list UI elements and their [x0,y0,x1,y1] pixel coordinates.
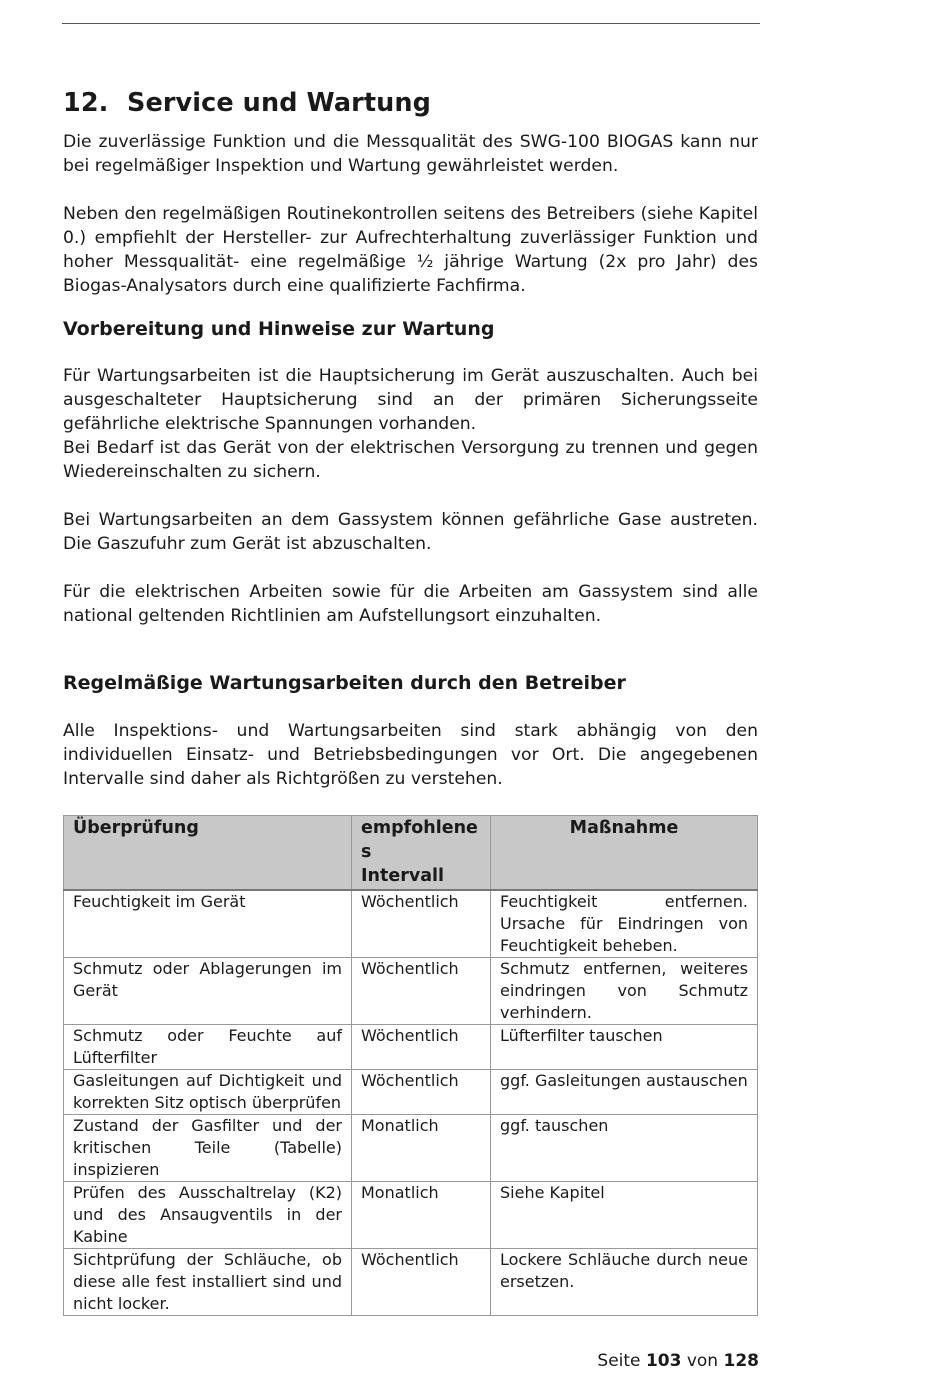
chapter-title: Service und Wartung [127,88,431,118]
table-row [64,1115,758,1182]
table-row [64,890,758,958]
maintenance-table [63,815,758,1316]
cell-action: Feuchtigkeit entfernen. Ursache für Eindringen von Feuchtigkeit beheben. [491,890,758,958]
table-row [64,1182,758,1249]
cell-check: Prüfen des Ausschaltrelay (K2) und des Ansaugventils in der Kabine [64,1182,352,1249]
cell-check: Zustand der Gasfilter und der kritischen Teile (Tabelle) inspizieren [64,1115,352,1182]
cell-interval: Wöchentlich [352,1249,491,1316]
cell-action: Siehe Kapitel [491,1182,758,1249]
cell-check: Gasleitungen auf Dichtigkeit und korrekten Sitz optisch überprüfen [64,1070,352,1115]
footer-page-number: 103 [645,1351,682,1371]
table-row [64,1249,758,1316]
cell-interval: Monatlich [352,1182,491,1249]
cell-interval: Wöchentlich [352,1070,491,1115]
cell-action: ggf. tauschen [491,1115,758,1182]
section-heading-operator-maintenance: Regelmäßige Wartungsarbeiten durch den Betreiber [63,672,626,694]
cell-interval: Monatlich [352,1115,491,1182]
chapter-number: 12. [63,88,109,118]
intro-paragraph-2: Neben den regelmäßigen Routinekontrollen seitens des Betreibers (siehe Kapitel 0.) empfiehlt der Hersteller- zur Aufrechterhaltung zuverlässiger Funktion und hoher Messqualität- eine regelmäßige ½ jährige Wartung (2x pro Jahr) des Biogas-Analysators durch eine qualifizierte Fachfirma. [63,204,758,296]
table-row [64,1070,758,1115]
page-footer [597,1351,759,1371]
header-action: Maßnahme [491,816,758,891]
operator-maintenance-paragraph: Alle Inspektions- und Wartungsarbeiten sind stark abhängig von den individuellen Einsatz- und Betriebsbedingungen vor Ort. Die angegebenen Intervalle sind daher als Richtgrößen zu verstehen. [63,721,758,789]
cell-check: Sichtprüfung der Schläuche, ob diese alle fest installiert sind und nicht locker. [64,1249,352,1316]
cell-check: Schmutz oder Feuchte auf Lüfterfilter [64,1025,352,1070]
header-interval-line1: empfohlene [361,818,478,838]
intro-paragraph-1: Die zuverlässige Funktion und die Messqualität des SWG-100 BIOGAS kann nur bei regelmäßiger Inspektion und Wartung gewährleistet werden. [63,132,758,176]
table-row [64,958,758,1025]
cell-interval: Wöchentlich [352,1025,491,1070]
section-heading-preparation: Vorbereitung und Hinweise zur Wartung [63,318,495,340]
cell-interval: Wöchentlich [352,890,491,958]
footer-prefix: Seite [597,1351,641,1371]
preparation-paragraph-4: Für die elektrischen Arbeiten sowie für die Arbeiten am Gassystem sind alle national geltenden Richtlinien am Aufstellungsort einzuhalten. [63,582,758,626]
table-row [64,1025,758,1070]
header-interval-line3: Intervall [361,866,445,886]
header-rule [62,23,760,24]
page-content [63,88,758,1316]
cell-check: Feuchtigkeit im Gerät [64,890,352,958]
header-interval-line2: s [361,842,372,862]
header-interval [352,816,491,891]
header-check: Überprüfung [64,816,352,891]
cell-interval: Wöchentlich [352,958,491,1025]
preparation-paragraph-3: Bei Wartungsarbeiten an dem Gassystem können gefährliche Gase austreten. Die Gaszufuhr zum Gerät ist abzuschalten. [63,510,758,554]
cell-action: Lockere Schläuche durch neue ersetzen. [491,1249,758,1316]
cell-action: Lüfterfilter tauschen [491,1025,758,1070]
cell-action: Schmutz entfernen, weiteres eindringen von Schmutz verhindern. [491,958,758,1025]
footer-total-pages: 128 [723,1351,759,1371]
table-header-row [64,816,758,891]
chapter-heading [63,88,758,118]
footer-middle: von [686,1351,719,1371]
preparation-paragraph-1: Für Wartungsarbeiten ist die Hauptsicherung im Gerät auszuschalten. Auch bei ausgeschalteter Hauptsicherung sind an der primären Sicherungsseite gefährliche elektrische Spannungen vorhanden. [63,366,758,434]
cell-action: ggf. Gasleitungen austauschen [491,1070,758,1115]
cell-check: Schmutz oder Ablagerungen im Gerät [64,958,352,1025]
preparation-paragraph-2: Bei Bedarf ist das Gerät von der elektrischen Versorgung zu trennen und gegen Wiedereinschalten zu sichern. [63,438,758,482]
